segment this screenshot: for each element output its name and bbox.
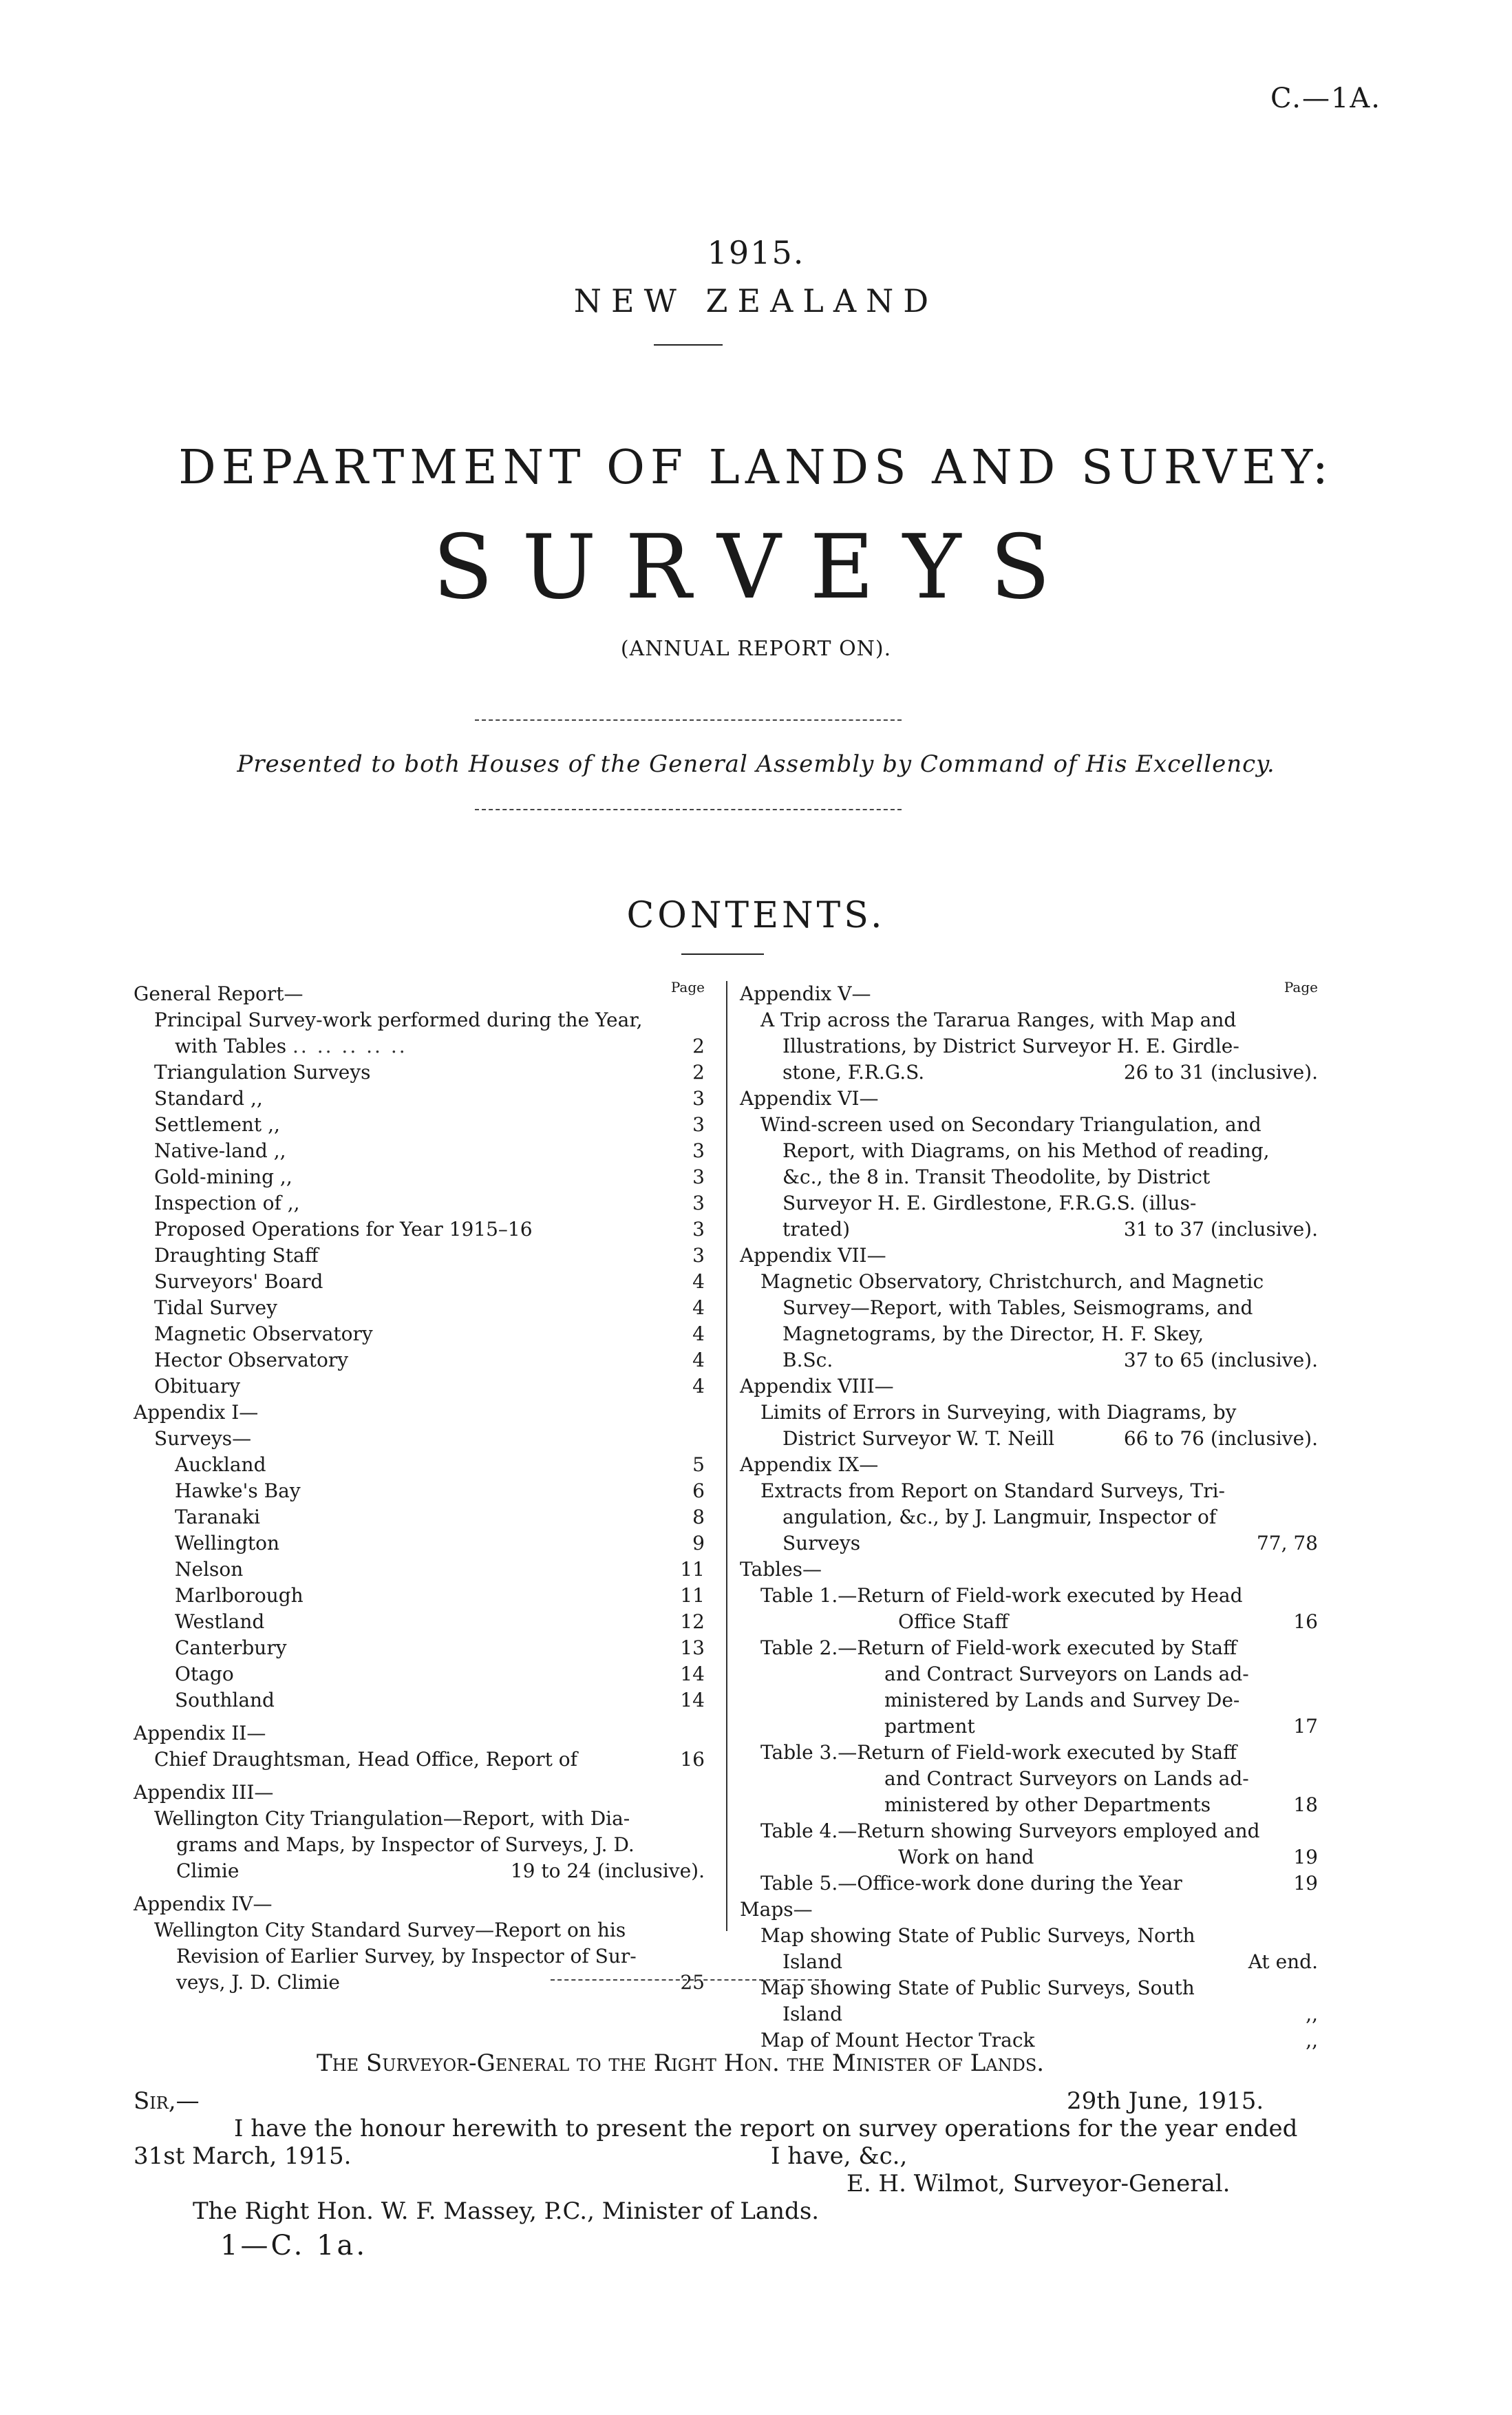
toc-entry: Auckland 5 [175, 1453, 705, 1476]
toc-entry: Canterbury 13 [175, 1636, 705, 1659]
toc-entry: Limits of Errors in Surveying, with Diagrams, by [760, 1401, 1237, 1424]
toc-entry: Table 3.—Return of Field-work executed by Staff [760, 1741, 1237, 1764]
section-heading: Appendix V— [740, 982, 871, 1005]
toc-entry: Survey—Report, with Tables, Seismograms, and [782, 1296, 1253, 1319]
toc-entry: Table 2.—Return of Field-work executed by Staff [760, 1636, 1237, 1659]
letter-addressee: The Right Hon. W. F. Massey, P.C., Minister of Lands. [193, 2197, 820, 2225]
toc-entry: Standard ,, 3 [154, 1087, 705, 1110]
toc-entry: Surveyor H. E. Girdlestone, F.R.G.S. (illus- [782, 1192, 1197, 1214]
toc-entry: Table 1.—Return of Field-work executed by Head [760, 1584, 1243, 1607]
footer-page-number: 1—C. 1a. [220, 2230, 368, 2261]
divider-rule [551, 1979, 826, 1981]
toc-entry: Island At end. [782, 1950, 1318, 1973]
toc-entry: Wind-screen used on Secondary Triangulation, and [760, 1113, 1261, 1136]
toc-entry: Westland 12 [175, 1610, 705, 1633]
toc-entry: partment 17 [884, 1715, 1318, 1738]
toc-entry: Illustrations, by District Surveyor H. E. Girdle- [782, 1035, 1239, 1057]
divider-rule [475, 809, 902, 810]
section-heading: Appendix VI— [740, 1087, 879, 1110]
toc-entry: Inspection of ,, 3 [154, 1192, 705, 1214]
toc-entry: B.Sc. 37 to 65 (inclusive). [782, 1349, 1318, 1371]
section-heading: Appendix IX— [740, 1453, 879, 1476]
toc-entry: ministered by other Departments 18 [884, 1793, 1318, 1816]
section-heading: Appendix VIII— [740, 1375, 894, 1398]
toc-entry: Wellington City Triangulation—Report, with Dia- [154, 1807, 630, 1830]
contents-heading: CONTENTS. [626, 895, 886, 936]
letter-salutation: The Surveyor-General to the Right Hon. the Minister of Lands. [317, 2049, 1045, 2077]
section-heading: Appendix VII— [740, 1244, 886, 1267]
letter-signature: E. H. Wilmot, Surveyor-General. [846, 2170, 1231, 2197]
toc-entry: Draughting Staff 3 [154, 1244, 705, 1267]
toc-entry: Magnetic Observatory 4 [154, 1322, 705, 1345]
toc-entry: Southland 14 [175, 1689, 705, 1711]
section-heading: Appendix III— [134, 1781, 274, 1804]
toc-entry: Map showing State of Public Surveys, South [760, 1976, 1195, 1999]
toc-entry: Triangulation Surveys 2 [154, 1061, 705, 1084]
toc-entry: Gold-mining ,, 3 [154, 1166, 705, 1188]
toc-entry: Proposed Operations for Year 1915–16 3 [154, 1218, 705, 1241]
divider-rule [654, 344, 723, 346]
toc-entry: and Contract Surveyors on Lands ad- [884, 1663, 1249, 1685]
toc-entry: Work on hand 19 [898, 1846, 1318, 1868]
toc-entry: veys, J. D. Climie 25 [176, 1971, 705, 1994]
toc-entry: Climie 19 to 24 (inclusive). [176, 1859, 705, 1882]
divider-rule [475, 719, 902, 721]
toc-entry: Nelson 11 [175, 1558, 705, 1581]
toc-entry: Otago 14 [175, 1663, 705, 1685]
column-divider [726, 981, 727, 1931]
toc-entry: Principal Survey-work performed during the Year, [154, 1009, 643, 1031]
page-column-label: Page [670, 979, 705, 995]
toc-entry: A Trip across the Tararua Ranges, with Map and [760, 1009, 1237, 1031]
presented-line: Presented to both Houses of the General Assembly by Command of His Excellency. [237, 750, 1275, 778]
letter-closing: I have, &c., [771, 2142, 908, 2170]
toc-entry: with Tables .. .. .. .. .. 2 [175, 1035, 705, 1057]
toc-entry: Surveyors' Board 4 [154, 1270, 705, 1293]
serial-number: C.—1A. [1270, 83, 1381, 114]
contents-left-column [134, 981, 705, 1996]
toc-entry: Obituary 4 [154, 1375, 705, 1398]
toc-entry: Surveys 77, 78 [782, 1532, 1318, 1554]
letter-date: 29th June, 1915. [1067, 2087, 1264, 2115]
section-heading: Maps— [740, 1898, 813, 1921]
toc-entry: Extracts from Report on Standard Surveys, Tri- [760, 1479, 1226, 1502]
section-heading: Tables— [740, 1558, 822, 1581]
toc-subheading: Surveys— [154, 1427, 252, 1450]
main-title: SURVEYS [432, 516, 1080, 619]
contents-right-column [740, 981, 1318, 2054]
toc-entry: and Contract Surveyors on Lands ad- [884, 1767, 1249, 1790]
toc-entry: Island ,, [782, 2003, 1318, 2025]
section-heading: General Report— [134, 982, 304, 1005]
department-title: DEPARTMENT OF LANDS AND SURVEY: [178, 441, 1334, 495]
toc-entry: Magnetic Observatory, Christchurch, and Magnetic [760, 1270, 1264, 1293]
toc-entry: ministered by Lands and Survey De- [884, 1689, 1240, 1711]
divider-rule [681, 953, 764, 955]
toc-entry: stone, F.R.G.S. 26 to 31 (inclusive). [782, 1061, 1318, 1084]
toc-entry: Map showing State of Public Surveys, North [760, 1924, 1195, 1947]
toc-entry: Settlement ,, 3 [154, 1113, 705, 1136]
toc-entry: Tidal Survey 4 [154, 1296, 705, 1319]
toc-entry: Marlborough 11 [175, 1584, 705, 1607]
toc-entry: Hawke's Bay 6 [175, 1479, 705, 1502]
toc-entry: Wellington 9 [175, 1532, 705, 1554]
toc-entry: Hector Observatory 4 [154, 1349, 705, 1371]
toc-entry: Report, with Diagrams, on his Method of reading, [782, 1139, 1270, 1162]
toc-entry: Revision of Earlier Survey, by Inspector of Sur- [176, 1945, 637, 1968]
toc-entry: Table 4.—Return showing Surveyors employed and [760, 1820, 1260, 1842]
toc-entry: &c., the 8 in. Transit Theodolite, by District [782, 1166, 1211, 1188]
section-heading: Appendix IV— [134, 1892, 273, 1915]
letter-sir: Sir,— [134, 2087, 200, 2115]
toc-entry: Chief Draughtsman, Head Office, Report of 16 [154, 1748, 705, 1771]
section-heading: Appendix II— [134, 1722, 266, 1744]
page-column-label: Page [1284, 979, 1318, 995]
toc-entry: Office Staff 16 [898, 1610, 1318, 1633]
toc-entry: Taranaki 8 [175, 1506, 705, 1528]
country: NEW ZEALAND [573, 282, 939, 319]
toc-entry: Magnetograms, by the Director, H. F. Skey, [782, 1322, 1204, 1345]
toc-entry: grams and Maps, by Inspector of Surveys, J. D. [176, 1833, 635, 1856]
section-heading: Appendix I— [134, 1401, 259, 1424]
year: 1915. [707, 234, 805, 271]
toc-entry: Native-land ,, 3 [154, 1139, 705, 1162]
annual-subtitle: (ANNUAL REPORT ON). [620, 637, 892, 661]
toc-entry: Map of Mount Hector Track ,, [760, 2029, 1318, 2052]
toc-entry: Wellington City Standard Survey—Report on his [154, 1919, 626, 1941]
toc-entry: District Surveyor W. T. Neill 66 to 76 (inclusive). [782, 1427, 1318, 1450]
letter-body-continued: 31st March, 1915. [134, 2142, 352, 2170]
toc-entry: Table 5.—Office-work done during the Year 19 [760, 1872, 1318, 1895]
toc-entry: trated) 31 to 37 (inclusive). [782, 1218, 1318, 1241]
toc-entry: angulation, &c., by J. Langmuir, Inspector of [782, 1506, 1217, 1528]
letter-body: I have the honour herewith to present the report on survey operations for the year ended [234, 2115, 1298, 2142]
